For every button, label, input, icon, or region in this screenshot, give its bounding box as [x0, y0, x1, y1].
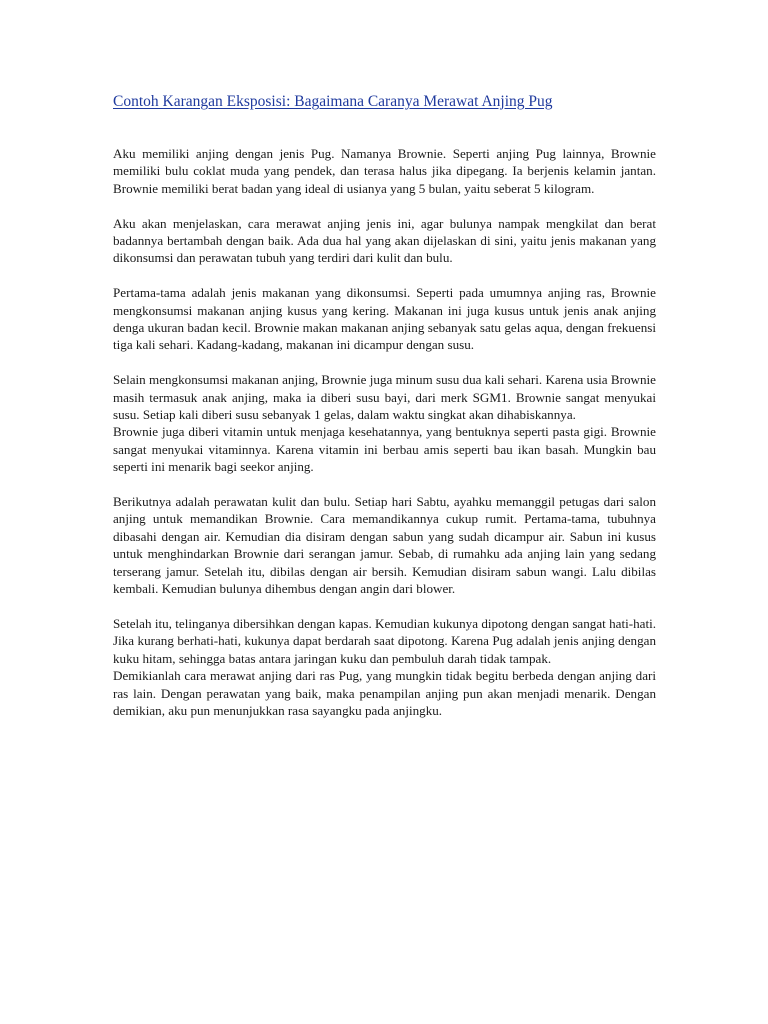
paragraph-3: Pertama-tama adalah jenis makanan yang dikonsumsi. Seperti pada umumnya anjing ras, Brownie mengkonsumsi makanan anjing kusus yang kering. Makanan ini juga kusus untuk jenis anak anjing denga ukuran badan kecil. Brownie makan makanan anjing sebanyak satu gelas aqua, dengan frekuensi tiga kali sehari. Kadang-kadang, makanan ini dicampur dengan susu.	[113, 285, 656, 353]
paragraph-6: Berikutnya adalah perawatan kulit dan bulu. Setiap hari Sabtu, ayahku memanggil petugas dari salon anjing untuk memandikan Brownie. Cara memandikannya cukup rumit. Pertama-tama, tubuhnya dibasahi dengan air. Kemudian dia disiram dengan sabun yang sudah dicampur air. Sabun ini kusus untuk menghindarkan Brownie dari serangan jamur. Sebab, di rumahku ada anjing lain yang sedang terserang jamur. Setelah itu, dibilas dengan air bersih. Kemudian disiram sabun wangi. Lalu dibilas kembali. Kemudian bulunya dihembus dengan angin dari blower.	[113, 494, 656, 597]
paragraph-7: Setelah itu, telinganya dibersihkan dengan kapas. Kemudian kukunya dipotong dengan sangat hati-hati. Jika kurang berhati-hati, kukunya dapat berdarah saat dipotong. Karena Pug adalah jenis anjing dengan kuku hitam, sehingga batas antara jaringan kuku dan pembuluh darah tidak tampak.	[113, 615, 656, 666]
paragraph-5: Brownie juga diberi vitamin untuk menjaga kesehatannya, yang bentuknya seperti pasta gigi. Brownie sangat menyukai vitaminnya. Karena vitamin ini berbau amis seperti bau ikan basah. Mungkin bau seperti ini menarik bagi seekor anjing.	[113, 424, 656, 475]
paragraph-1: Aku memiliki anjing dengan jenis Pug. Namanya Brownie. Seperti anjing Pug lainnya, Brownie memiliki bulu coklat muda yang pendek, dan terasa halus jika dipegang. Ia berjenis kelamin jantan. Brownie memiliki berat badan yang ideal di usianya yang 5 bulan, yaitu seberat 5 kilogram.	[113, 146, 656, 196]
document-page	[113, 92, 656, 719]
title-spacer	[113, 112, 656, 145]
paragraph-2: Aku akan menjelaskan, cara merawat anjing jenis ini, agar bulunya nampak mengkilat dan berat badannya bertambah dengan baik. Ada dua hal yang akan dijelaskan di sini, yaitu jenis makanan yang dikonsumsi dan perawatan tubuh yang terdiri dari kulit dan bulu.	[113, 215, 656, 266]
paragraph-4: Selain mengkonsumsi makanan anjing, Brownie juga minum susu dua kali sehari. Karena usia Brownie masih termasuk anak anjing, maka ia diberi susu bayi, dari merk SGM1. Brownie sangat menyukai susu. Setiap kali diberi susu sebanyak 1 gelas, dalam waktu singkat akan dihabiskannya.	[113, 372, 656, 423]
document-title: Contoh Karangan Eksposisi: Bagaimana Caranya Merawat Anjing Pug	[113, 93, 553, 110]
paragraph-8: Demikianlah cara merawat anjing dari ras Pug, yang mungkin tidak begitu berbeda dengan anjing dari ras lain. Dengan perawatan yang baik, maka penampilan anjing pun akan menjadi menarik. Dengan demikian, aku pun menunjukkan rasa sayangku pada anjingku.	[113, 668, 656, 718]
